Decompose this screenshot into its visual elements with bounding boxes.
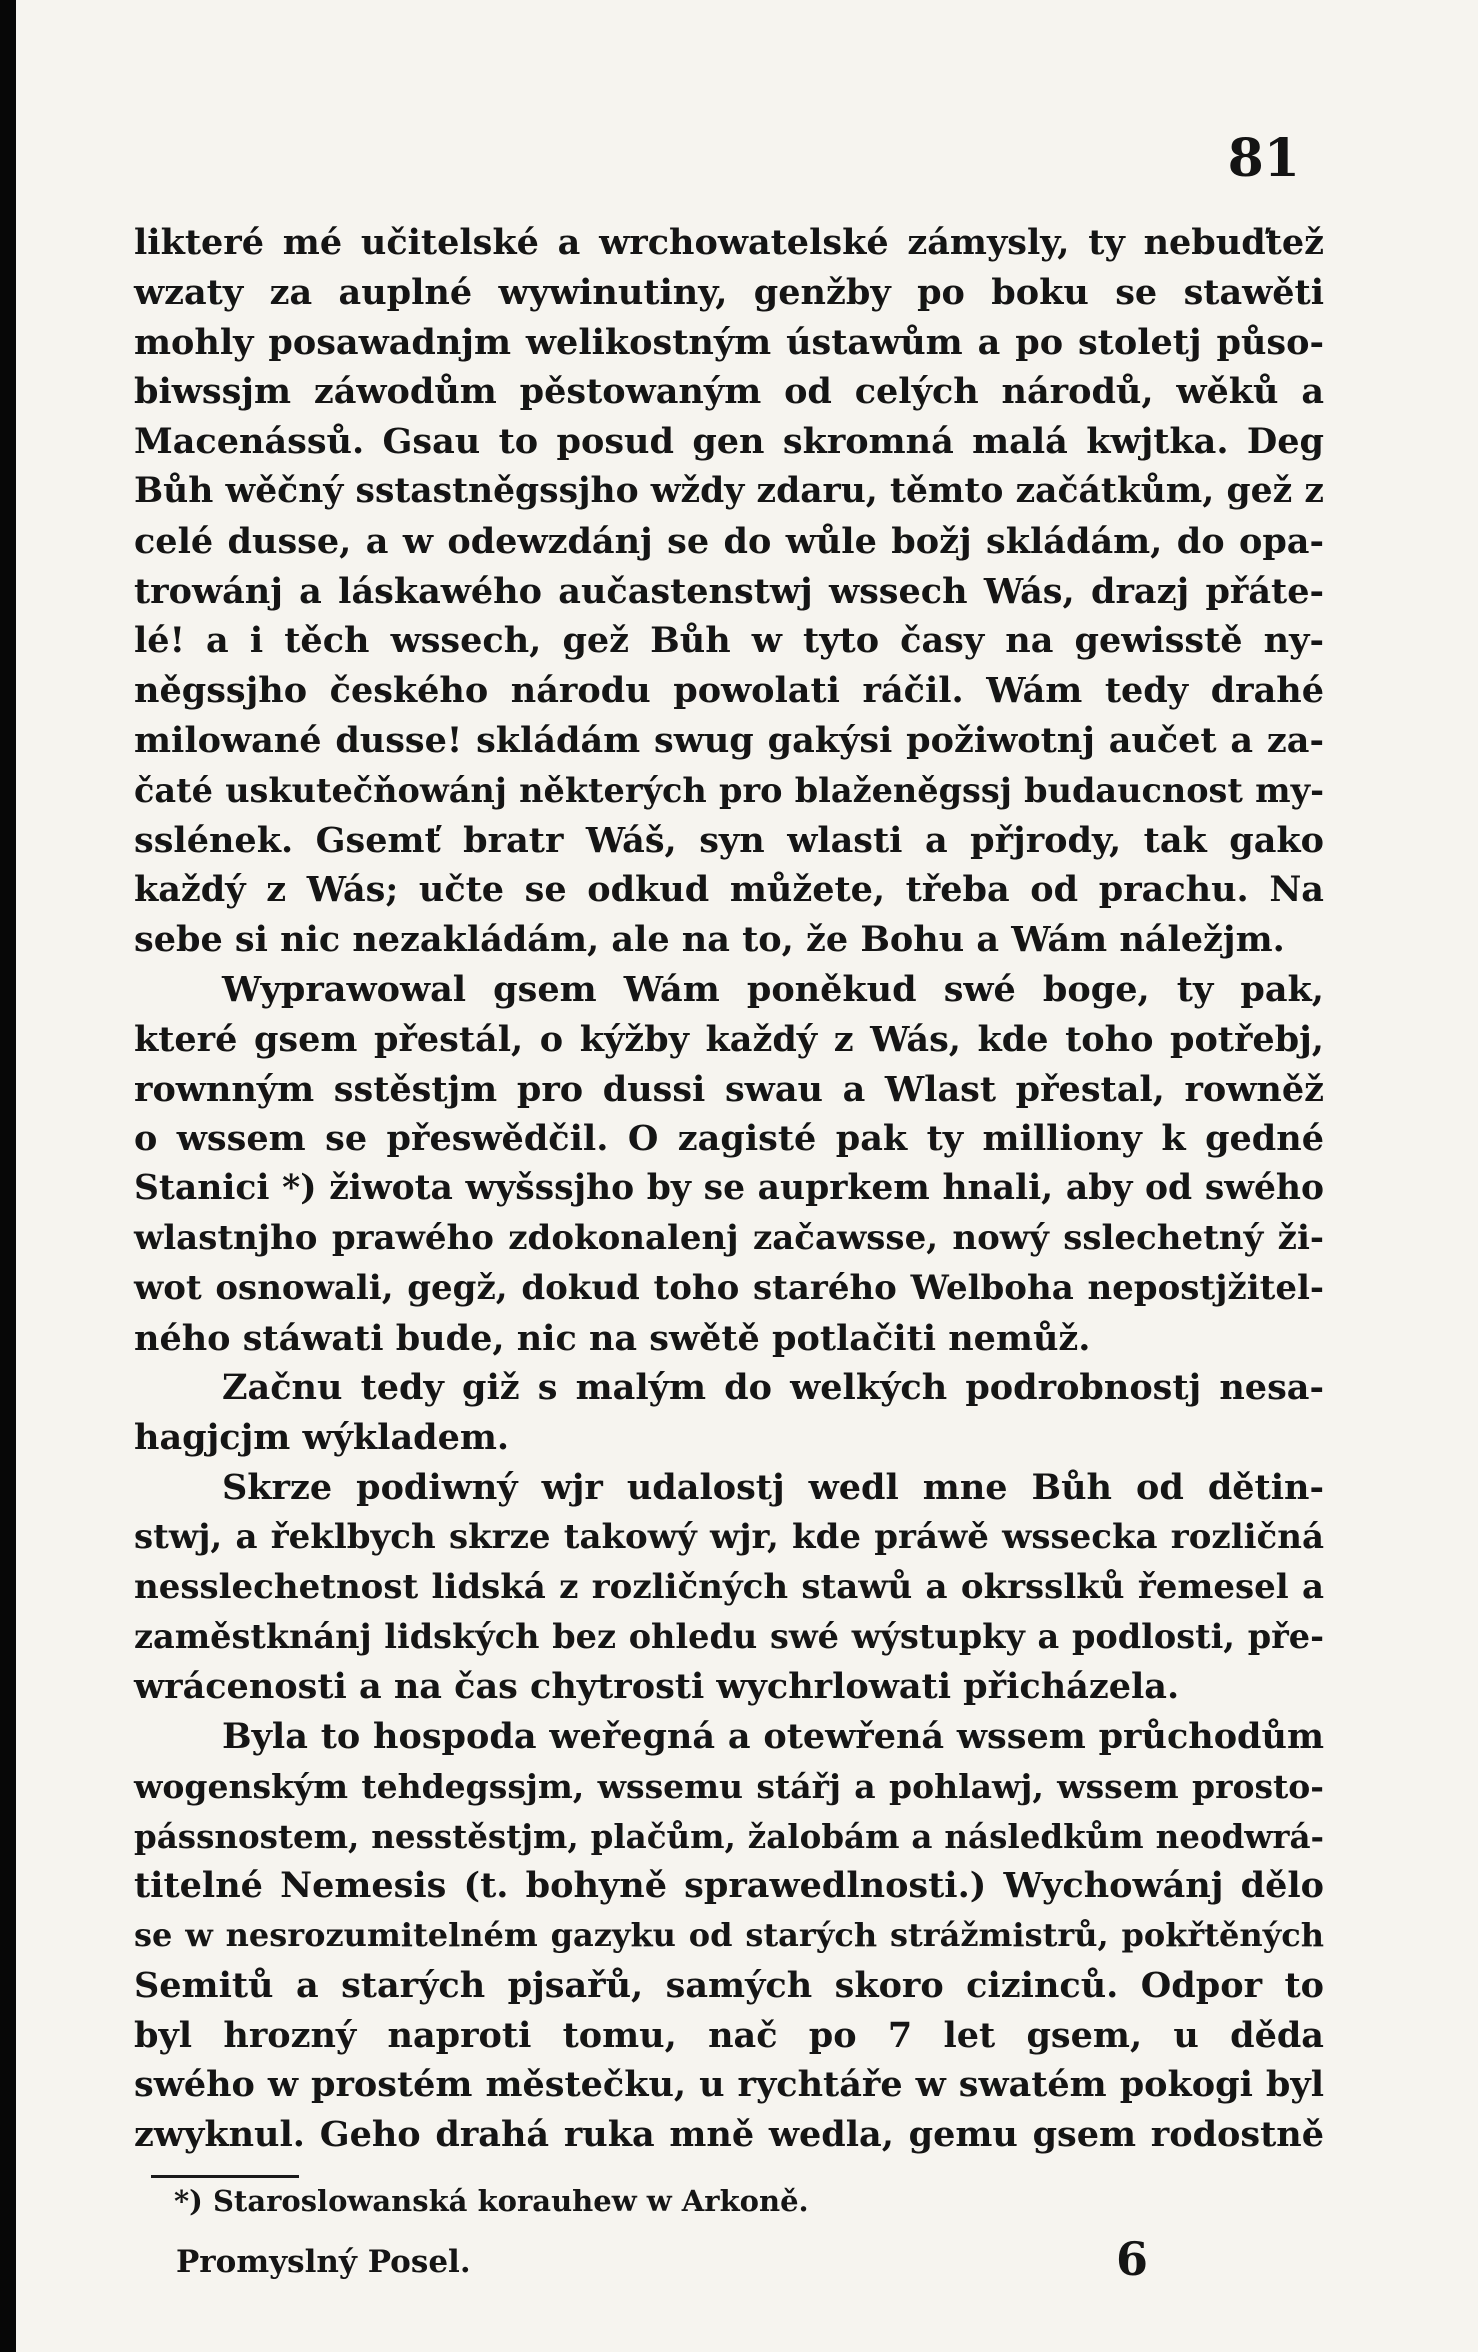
text-line: každý z Wás; učte se odkud můžete, třeba od prachu. Na [134, 869, 1324, 911]
text-line: ného stáwati bude, nic na swětě potlačiti nemůž. [134, 1317, 1091, 1359]
text-line: Skrze podiwný wjr udalostj wedl mne Bůh od dětin- [222, 1466, 1324, 1508]
text-line: se w nesrozumitelném gazyku od starých strážmistrů, pokřtěných [134, 1916, 1324, 1955]
text-line: rownným sstěstjm pro dussi swau a Wlast přestal, rowněž [134, 1068, 1324, 1110]
text-line: pássnostem, nesstěstjm, plačům, žalobám a následkům neodwrá- [134, 1816, 1324, 1856]
text-line: Stanici *) žiwota wyšssjho by se auprkem hnali, aby od swého [134, 1168, 1324, 1209]
text-line: wot osnowali, gegž, dokud toho starého Welboha nepostjžitel- [134, 1267, 1324, 1308]
text-line: Začnu tedy giž s malým do welkých podrobnostj nesa- [222, 1367, 1324, 1409]
text-line: zwyknul. Geho drahá ruka mně wedla, gemu gsem rodostně [134, 2114, 1324, 2156]
text-line: něgssjho českého národu powolati ráčil. Wám tedy drahé [134, 670, 1324, 712]
text-line: celé dusse, a w odewzdánj se do wůle božj skládám, do opa- [134, 520, 1324, 562]
text-line: wzaty za auplné wywinutiny, genžby po boku se stawěti [134, 271, 1324, 313]
footnote-rule [151, 2175, 299, 2178]
text-line: biwssjm záwodům pěstowaným od celých národů, wěků a [134, 371, 1324, 413]
text-line: sebe si nic nezakládám, ale na to, že Bohu a Wám náležjm. [134, 919, 1285, 961]
text-line: čaté uskutečňowánj některých pro blaženěgssj budaucnost my- [134, 770, 1324, 810]
text-line: o wssem se přeswědčil. O zagisté pak ty milliony k gedné [134, 1118, 1324, 1160]
text-line: Byla to hospoda weřegná a otewřená wssem průchodům [222, 1715, 1324, 1757]
text-line: swého w prostém městečku, u rychtáře w swatém pokogi byl [134, 2064, 1324, 2106]
text-line: wrácenosti a na čas chytrosti wychrlowati přicházela. [134, 1666, 1180, 1708]
text-line: wlastnjho prawého zdokonalenj začawsse, nowý sslechetný ži- [134, 1217, 1324, 1258]
text-line: wogenským tehdegssjm, wssemu stářj a pohlawj, wssem prosto- [134, 1766, 1324, 1806]
text-line: Macenássů. Gsau to posud gen skromná malá kwjtka. Deg [134, 421, 1324, 463]
footnote: *) Staroslowanská korauhew w Arkoně. [174, 2184, 809, 2218]
text-line: titelné Nemesis (t. bohyně sprawedlnosti.) Wychowánj dělo [134, 1865, 1324, 1907]
body-text [134, 218, 1324, 2160]
text-line: Wyprawowal gsem Wám poněkud swé boge, ty pak, [222, 968, 1324, 1010]
text-line: Semitů a starých pjsařů, samých skoro cizinců. Odpor to [134, 1964, 1324, 2006]
text-line: mohly posawadnjm welikostným ústawům a po stoletj půso- [134, 321, 1324, 363]
sheet-number: 6 [1116, 2232, 1149, 2286]
book-spine [0, 0, 16, 2352]
text-line: lé! a i těch wssech, gež Bůh w tyto časy na gewisstě ny- [134, 620, 1324, 662]
text-line: zaměstknánj lidských bez ohledu swé wýstupky a podlosti, pře- [134, 1617, 1324, 1657]
text-line: Bůh wěčný sstastněgssjho wždy zdaru, těmto začátkům, gež z [134, 470, 1324, 511]
text-line: hagjcjm wýkladem. [134, 1417, 510, 1459]
text-line: nesslechetnost lidská z rozličných stawů a okrsslků řemesel a [134, 1566, 1324, 1607]
signature-mark: Promyslný Posel. [176, 2244, 471, 2280]
text-line: trowánj a láskawého aučastenstwj wssech Wás, drazj přáte- [134, 570, 1324, 612]
text-line: sslének. Gsemť bratr Wáš, syn wlasti a přjrody, tak gako [134, 819, 1324, 861]
text-line: milowané dusse! skládám swug gakýsi požiwotnj aučet a za- [134, 719, 1324, 761]
text-line: stwj, a řeklbych skrze takowý wjr, kde práwě wssecka rozličná [134, 1516, 1324, 1557]
text-line: likteré mé učitelské a wrchowatelské zámysly, ty nebuďtež [134, 222, 1324, 263]
book-page [16, 0, 1478, 2352]
page-number: 81 [1227, 128, 1300, 189]
text-line: byl hrozný naproti tomu, nač po 7 let gsem, u děda [134, 2014, 1324, 2056]
text-line: které gsem přestál, o kýžby každý z Wás, kde toho potřebj, [134, 1018, 1324, 1060]
